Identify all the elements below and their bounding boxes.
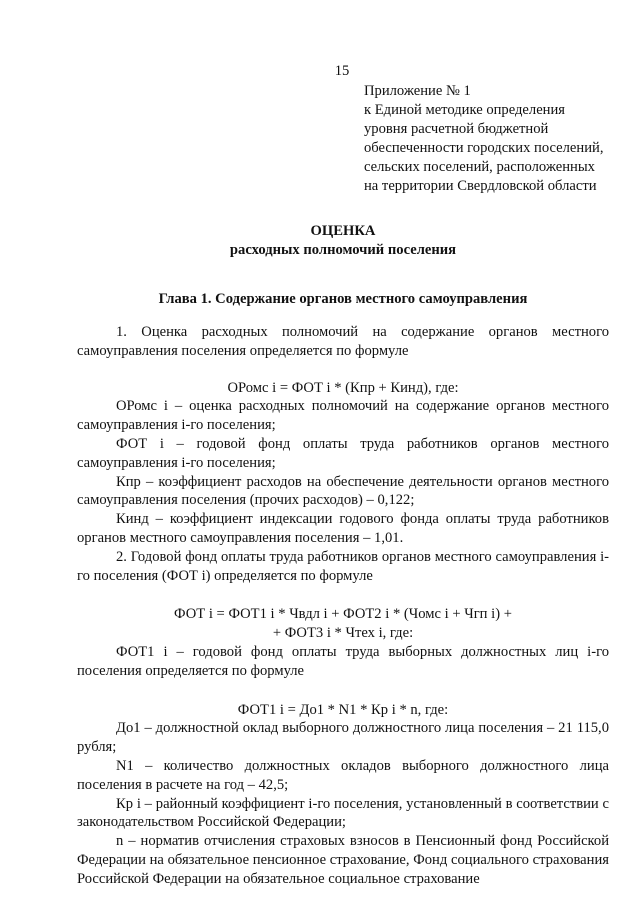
paragraph: До1 – должностной оклад выборного должностного лица поселения – 21 115,0 рубля; <box>77 720 609 756</box>
document-body <box>77 323 609 889</box>
paragraph: ФОТ1 i – годовой фонд оплаты труда выборных должностных лиц i-го поселения определяется по формуле <box>77 643 609 679</box>
formula: ФОТ1 i = До1 * N1 * Кр i * n, где: <box>237 701 449 718</box>
paragraph: n – норматив отчисления страховых взносов в Пенсионный фонд Российской Федерации на обязательное пенсионное страхование, Фонд социального страхования Российской Федерации на обязательное социальное страхование <box>77 833 609 887</box>
formula: ОРомс i = ФОТ i * (Кпр + Кинд), где: <box>227 379 459 396</box>
formula: + ФОТ3 i * Чтех i, где: <box>272 625 414 642</box>
paragraph: Кр i – районный коэффициент i-го поселения, установленный в соответствии с законодательством Российской Федерации; <box>77 795 609 831</box>
formula: ФОТ i = ФОТ1 i * Чвдл i + ФОТ2 i * (Чомс i + Чгп i) + <box>174 606 512 623</box>
paragraph: ОРомс i – оценка расходных полномочий на содержание органов местного самоуправления i-го поселения; <box>77 398 609 434</box>
page-number: 15 <box>334 63 350 79</box>
chapter-heading: Глава 1. Содержание органов местного самоуправления <box>158 291 528 307</box>
paragraph: 1. Оценка расходных полномочий на содержание органов местного самоуправления поселения определяется по формуле <box>77 324 609 359</box>
appendix-line: обеспеченности городских поселений, <box>364 140 604 156</box>
document-title: ОЦЕНКА <box>310 223 376 239</box>
appendix-line: сельских поселений, расположенных <box>364 159 595 175</box>
paragraph: Кинд – коэффициент индексации годового фонда оплаты труда работников органов местного самоуправления поселения – 1,01. <box>77 511 609 546</box>
paragraph: 2. Годовой фонд оплаты труда работников органов местного самоуправления i-го поселения (ФОТ i) определяется по формуле <box>77 548 609 584</box>
appendix-line: уровня расчетной бюджетной <box>364 121 549 137</box>
appendix-line: на территории Свердловской области <box>364 178 597 194</box>
appendix-block <box>364 82 624 196</box>
paragraph: ФОТ i – годовой фонд оплаты труда работников органов местного самоуправления i-го поселения; <box>77 435 609 471</box>
paragraph: Кпр – коэффициент расходов на обеспечение деятельности органов местного самоуправления поселения (прочих расходов) – 0,122; <box>77 473 609 509</box>
paragraph: N1 – количество должностных окладов выборного должностного лица поселения в расчете на год – 42,5; <box>77 757 609 793</box>
document-subtitle: расходных полномочий поселения <box>229 242 457 258</box>
appendix-line: к Единой методике определения <box>364 102 565 118</box>
appendix-line: Приложение № 1 <box>364 83 471 99</box>
